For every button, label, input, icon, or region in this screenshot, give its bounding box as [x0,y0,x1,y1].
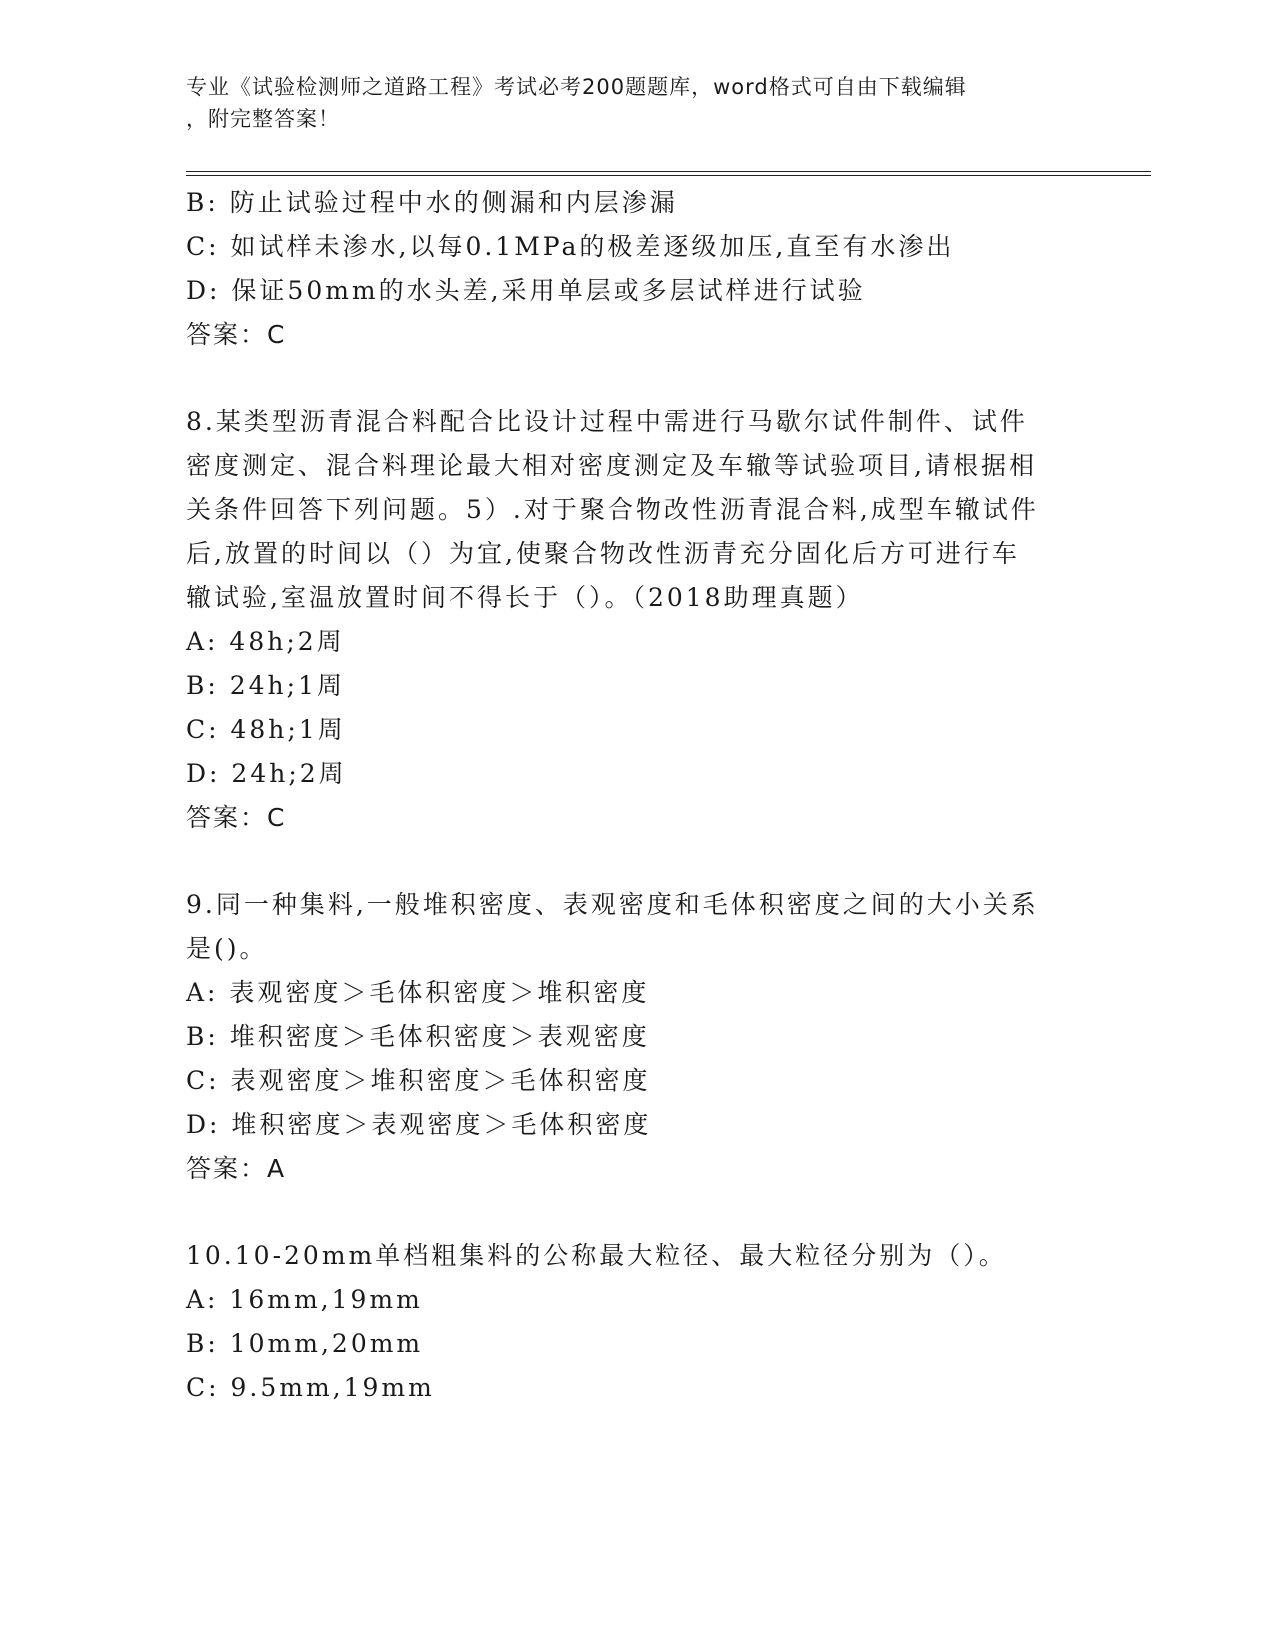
answer: 答案：C [186,803,287,832]
question-stem-line: 9.同一种集料,一般堆积密度、表观密度和毛体积密度之间的大小关系 [186,890,1039,919]
option-c: C: 表观密度＞堆积密度＞毛体积密度 [186,1066,651,1095]
option-d: D: 堆积密度＞表观密度＞毛体积密度 [186,1110,652,1139]
question-stem-line: 10.10-20mm单档粗集料的公称最大粒径、最大粒径分别为（）。 [186,1241,1007,1270]
question-stem-line: 8.某类型沥青混合料配合比设计过程中需进行马歇尔试件制件、试件 [186,407,1028,436]
option-c: C: 48h;1周 [186,715,346,744]
option-b: B: 防止试验过程中水的侧漏和内层渗漏 [186,188,678,217]
option-a: A: 16mm,19mm [186,1285,423,1314]
option-a: A: 表观密度＞毛体积密度＞堆积密度 [186,978,650,1007]
answer: 答案：A [186,1154,287,1183]
answer: 答案：C [186,320,287,349]
header-title-line-2: ，附完整答案！ [186,107,340,131]
header-divider-bottom [186,175,1151,176]
question-stem-line: 辙试验,室温放置时间不得长于（）。（2018助理真题） [186,583,864,612]
header-title-line-1: 专业《试验检测师之道路工程》考试必考200题题库，word格式可自由下载编辑 [186,75,967,99]
option-d: D: 保证50mm的水头差,采用单层或多层试样进行试验 [186,276,866,305]
option-b: B: 堆积密度＞毛体积密度＞表观密度 [186,1022,650,1051]
option-b: B: 10mm,20mm [186,1329,424,1358]
question-stem-line: 是()。 [186,934,268,963]
option-b: B: 24h;1周 [186,671,345,700]
option-d: D: 24h;2周 [186,759,347,788]
header-divider-top [186,171,1151,172]
option-c: C: 9.5mm,19mm [186,1373,435,1402]
question-stem-line: 后,放置的时间以（）为宜,使聚合物改性沥青充分固化后方可进行车 [186,539,1020,568]
question-stem-line: 密度测定、混合料理论最大相对密度测定及车辙等试验项目,请根据相 [186,451,1037,480]
option-c: C: 如试样未渗水,以每0.1MPa的极差逐级加压,直至有水渗出 [186,232,955,261]
option-a: A: 48h;2周 [186,627,345,656]
question-stem-line: 关条件回答下列问题。5）.对于聚合物改性沥青混合料,成型车辙试件 [186,495,1039,524]
